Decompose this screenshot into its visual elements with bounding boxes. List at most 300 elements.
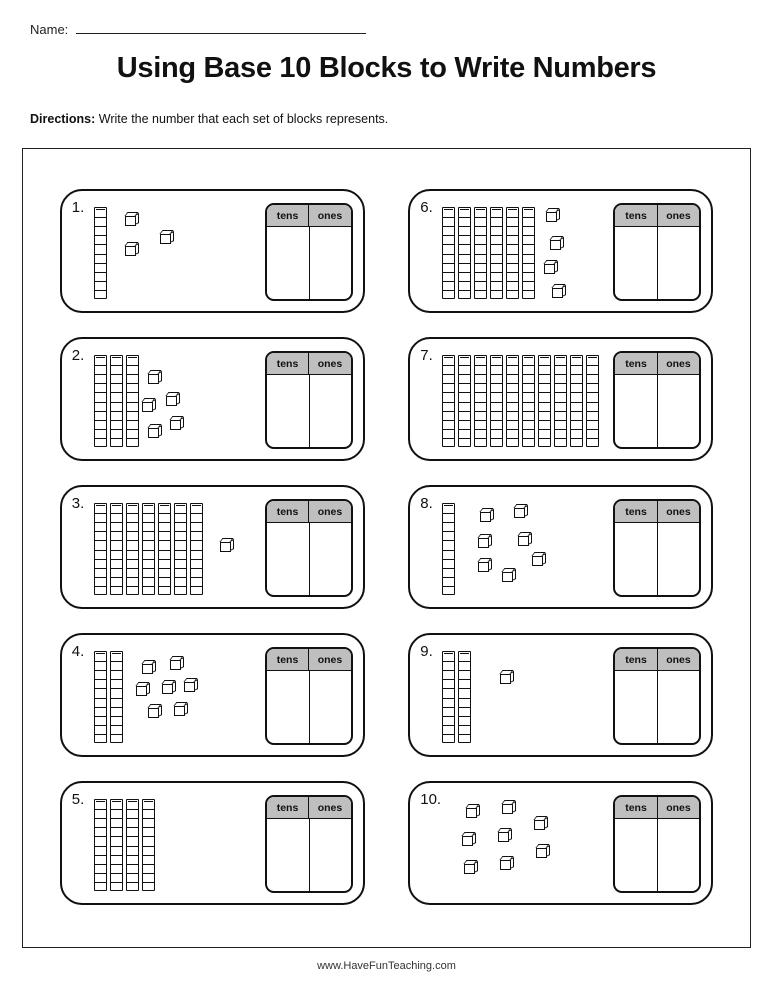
cube-front-face xyxy=(518,536,529,546)
rod-segment xyxy=(95,707,106,708)
rod-segment xyxy=(111,716,122,717)
rod-segment xyxy=(111,586,122,587)
rod-segment xyxy=(127,522,138,523)
rod-segment xyxy=(95,586,106,587)
rod-segment xyxy=(143,818,154,819)
rod-segment xyxy=(523,226,534,227)
rod-segment xyxy=(159,513,170,514)
rod-segment xyxy=(523,290,534,291)
rod-segment xyxy=(175,531,186,532)
answer-box[interactable] xyxy=(613,499,701,597)
answer-box[interactable] xyxy=(265,499,353,597)
ones-cube xyxy=(148,371,162,384)
answer-box[interactable] xyxy=(613,795,701,893)
rod-segment xyxy=(443,586,454,587)
ones-cube xyxy=(125,213,139,226)
rod-segment xyxy=(127,827,138,828)
tens-rod xyxy=(126,355,139,447)
base-ten-blocks xyxy=(70,639,270,755)
tens-rod xyxy=(110,651,123,743)
rod-segment xyxy=(571,438,582,439)
rod-segment xyxy=(459,734,470,735)
ones-cube xyxy=(142,399,156,412)
ones-cube xyxy=(552,285,566,298)
ones-cube xyxy=(162,681,176,694)
rod-segment xyxy=(111,725,122,726)
answer-box-header xyxy=(615,649,699,671)
rod-segment xyxy=(459,716,470,717)
base-ten-blocks xyxy=(418,639,618,755)
rod-segment xyxy=(111,540,122,541)
rod-segment xyxy=(459,402,470,403)
ones-cube xyxy=(125,243,139,256)
cube-front-face xyxy=(536,848,547,858)
rod-segment xyxy=(443,734,454,735)
rod-segment xyxy=(143,836,154,837)
tens-column-label: tens xyxy=(267,353,310,374)
rod-segment xyxy=(127,438,138,439)
rod-segment xyxy=(459,392,470,393)
footer-credit: www.HaveFunTeaching.com xyxy=(317,960,456,972)
tens-rod xyxy=(110,799,123,891)
rod-segment xyxy=(459,429,470,430)
cube-front-face xyxy=(142,664,153,674)
rod-segment xyxy=(443,707,454,708)
answer-box[interactable] xyxy=(265,647,353,745)
rod-segment xyxy=(191,513,202,514)
answer-box-body[interactable] xyxy=(615,227,699,301)
rod-segment xyxy=(459,411,470,412)
answer-box-body[interactable] xyxy=(267,819,351,893)
rod-segment xyxy=(555,402,566,403)
cube-front-face xyxy=(170,420,181,430)
rod-segment xyxy=(459,263,470,264)
rod-segment xyxy=(443,226,454,227)
rod-segment xyxy=(95,429,106,430)
rod-segment xyxy=(475,263,486,264)
ones-cube xyxy=(502,569,516,582)
rod-segment xyxy=(459,217,470,218)
rod-segment xyxy=(587,383,598,384)
cube-front-face xyxy=(462,836,473,846)
rod-segment xyxy=(95,522,106,523)
ones-cube xyxy=(170,417,184,430)
ones-column-label: ones xyxy=(317,209,343,222)
rod-segment xyxy=(95,698,106,699)
answer-box-body[interactable] xyxy=(267,523,351,597)
rod-segment xyxy=(459,254,470,255)
tens-rod xyxy=(442,651,455,743)
rod-segment xyxy=(459,281,470,282)
tens-rod xyxy=(506,207,519,299)
rod-segment xyxy=(111,670,122,671)
rod-segment xyxy=(111,420,122,421)
rod-segment xyxy=(443,281,454,282)
rod-segment xyxy=(95,263,106,264)
base-ten-blocks xyxy=(70,787,270,903)
rod-segment xyxy=(111,402,122,403)
rod-segment xyxy=(523,383,534,384)
name-write-line[interactable] xyxy=(76,33,366,34)
rod-segment xyxy=(443,263,454,264)
rod-segment xyxy=(95,290,106,291)
ones-cube xyxy=(148,425,162,438)
rod-segment xyxy=(523,254,534,255)
ones-cube xyxy=(184,679,198,692)
rod-segment xyxy=(491,411,502,412)
rod-segment xyxy=(111,531,122,532)
problem-number: 8. xyxy=(420,495,433,512)
tens-rod xyxy=(570,355,583,447)
rod-segment xyxy=(491,244,502,245)
rod-segment xyxy=(159,568,170,569)
ones-cube xyxy=(174,703,188,716)
cube-front-face xyxy=(184,682,195,692)
rod-segment xyxy=(175,568,186,569)
cube-front-face xyxy=(502,572,513,582)
tens-column-label: tens xyxy=(267,501,310,522)
problem-card xyxy=(60,485,365,609)
rod-segment xyxy=(127,513,138,514)
rod-segment xyxy=(491,429,502,430)
rod-segment xyxy=(555,383,566,384)
tens-rod xyxy=(126,503,139,595)
ones-cube xyxy=(546,209,560,222)
cube-front-face xyxy=(480,512,491,522)
tens-rod xyxy=(474,355,487,447)
rod-segment xyxy=(459,226,470,227)
rod-segment xyxy=(475,254,486,255)
base-ten-blocks xyxy=(418,195,618,311)
rod-segment xyxy=(523,438,534,439)
answer-box-body[interactable] xyxy=(615,375,699,449)
rod-segment xyxy=(95,882,106,883)
rod-segment xyxy=(159,577,170,578)
rod-segment xyxy=(523,217,534,218)
rod-segment xyxy=(475,438,486,439)
rod-segment xyxy=(475,411,486,412)
ones-cube xyxy=(170,657,184,670)
rod-segment xyxy=(539,392,550,393)
rod-segment xyxy=(95,846,106,847)
rod-segment xyxy=(127,586,138,587)
rod-segment xyxy=(143,568,154,569)
rod-segment xyxy=(127,559,138,560)
rod-segment xyxy=(95,818,106,819)
tens-column-label: tens xyxy=(267,797,310,818)
rod-segment xyxy=(95,679,106,680)
rod-segment xyxy=(459,438,470,439)
answer-box-body[interactable] xyxy=(267,375,351,449)
rod-segment xyxy=(571,374,582,375)
rod-segment xyxy=(95,531,106,532)
rod-segment xyxy=(443,429,454,430)
rod-segment xyxy=(127,365,138,366)
rod-segment xyxy=(443,698,454,699)
tens-rod xyxy=(94,355,107,447)
rod-segment xyxy=(111,550,122,551)
tens-column-label: tens xyxy=(615,501,658,522)
tens-rod xyxy=(458,355,471,447)
tens-rod xyxy=(490,355,503,447)
problem-number: 6. xyxy=(420,199,433,216)
rod-segment xyxy=(475,365,486,366)
cube-front-face xyxy=(464,864,475,874)
cube-front-face xyxy=(500,674,511,684)
rod-segment xyxy=(95,272,106,273)
rod-segment xyxy=(587,365,598,366)
rod-segment xyxy=(523,263,534,264)
rod-segment xyxy=(459,244,470,245)
tens-rod xyxy=(490,207,503,299)
rod-segment xyxy=(111,438,122,439)
rod-segment xyxy=(475,392,486,393)
rod-segment xyxy=(539,429,550,430)
problem-card xyxy=(60,633,365,757)
rod-segment xyxy=(111,707,122,708)
ones-cube xyxy=(536,845,550,858)
rod-segment xyxy=(143,846,154,847)
rod-segment xyxy=(111,873,122,874)
rod-segment xyxy=(523,272,534,273)
tens-rod xyxy=(190,503,203,595)
rod-segment xyxy=(127,577,138,578)
rod-segment xyxy=(443,540,454,541)
answer-box[interactable] xyxy=(265,203,353,301)
rod-segment xyxy=(459,707,470,708)
ones-column-label: ones xyxy=(666,357,691,370)
cube-front-face xyxy=(552,288,563,298)
rod-segment xyxy=(443,688,454,689)
rod-segment xyxy=(95,281,106,282)
rod-segment xyxy=(95,809,106,810)
answer-box-header xyxy=(267,797,351,819)
tens-column-label: tens xyxy=(267,205,310,226)
rod-segment xyxy=(539,411,550,412)
rod-segment xyxy=(159,531,170,532)
cube-front-face xyxy=(478,562,489,572)
rod-segment xyxy=(191,531,202,532)
rod-segment xyxy=(459,688,470,689)
rod-segment xyxy=(459,420,470,421)
rod-segment xyxy=(95,392,106,393)
rod-segment xyxy=(143,827,154,828)
rod-segment xyxy=(459,272,470,273)
rod-segment xyxy=(127,411,138,412)
rod-segment xyxy=(587,429,598,430)
ones-cube xyxy=(464,861,478,874)
rod-segment xyxy=(459,661,470,662)
cube-front-face xyxy=(174,706,185,716)
rod-segment xyxy=(539,438,550,439)
rod-segment xyxy=(459,725,470,726)
cube-front-face xyxy=(514,508,525,518)
rod-segment xyxy=(555,420,566,421)
ones-cube xyxy=(466,805,480,818)
ones-cube xyxy=(544,261,558,274)
rod-segment xyxy=(111,568,122,569)
ones-cube xyxy=(220,539,234,552)
answer-box-body[interactable] xyxy=(267,227,351,301)
rod-segment xyxy=(143,586,154,587)
rod-segment xyxy=(111,522,122,523)
problems-grid xyxy=(23,149,750,947)
rod-segment xyxy=(571,365,582,366)
rod-segment xyxy=(507,402,518,403)
rod-segment xyxy=(507,217,518,218)
rod-segment xyxy=(443,365,454,366)
base-ten-blocks xyxy=(70,343,270,459)
cube-front-face xyxy=(125,246,136,256)
rod-segment xyxy=(443,254,454,255)
rod-segment xyxy=(95,374,106,375)
problem-card xyxy=(60,781,365,905)
rod-segment xyxy=(95,670,106,671)
rod-segment xyxy=(491,374,502,375)
rod-segment xyxy=(523,402,534,403)
rod-segment xyxy=(491,235,502,236)
rod-segment xyxy=(111,864,122,865)
rod-segment xyxy=(111,698,122,699)
rod-segment xyxy=(523,429,534,430)
cube-front-face xyxy=(544,264,555,274)
cube-front-face xyxy=(125,216,136,226)
rod-segment xyxy=(143,513,154,514)
rod-segment xyxy=(95,559,106,560)
cube-front-face xyxy=(142,402,153,412)
rod-segment xyxy=(95,836,106,837)
rod-segment xyxy=(507,226,518,227)
answer-box[interactable] xyxy=(265,351,353,449)
rod-segment xyxy=(443,402,454,403)
answer-box-header xyxy=(267,353,351,375)
rod-segment xyxy=(507,374,518,375)
ones-cube xyxy=(478,559,492,572)
rod-segment xyxy=(459,698,470,699)
rod-segment xyxy=(491,420,502,421)
rod-segment xyxy=(491,290,502,291)
ones-cube xyxy=(534,817,548,830)
rod-segment xyxy=(507,383,518,384)
cube-front-face xyxy=(500,860,511,870)
rod-segment xyxy=(475,290,486,291)
tens-rod xyxy=(522,207,535,299)
rod-segment xyxy=(475,217,486,218)
rod-segment xyxy=(95,716,106,717)
ones-cube xyxy=(136,683,150,696)
tens-rod xyxy=(474,207,487,299)
answer-box-body[interactable] xyxy=(615,523,699,597)
rod-segment xyxy=(491,254,502,255)
rod-segment xyxy=(507,411,518,412)
tens-column-label: tens xyxy=(267,649,310,670)
rod-segment xyxy=(95,217,106,218)
rod-segment xyxy=(539,383,550,384)
answer-box[interactable] xyxy=(613,351,701,449)
rod-segment xyxy=(127,846,138,847)
answer-box-body[interactable] xyxy=(267,671,351,745)
rod-segment xyxy=(111,577,122,578)
rod-segment xyxy=(587,420,598,421)
rod-segment xyxy=(507,263,518,264)
answer-box-header xyxy=(615,797,699,819)
problem-number: 1. xyxy=(71,199,85,216)
rod-segment xyxy=(491,226,502,227)
rod-segment xyxy=(443,392,454,393)
rod-segment xyxy=(143,855,154,856)
cube-front-face xyxy=(170,660,181,670)
rod-segment xyxy=(539,420,550,421)
rod-segment xyxy=(475,235,486,236)
rod-segment xyxy=(507,438,518,439)
rod-segment xyxy=(443,661,454,662)
rod-segment xyxy=(475,420,486,421)
rod-segment xyxy=(143,577,154,578)
rod-segment xyxy=(507,281,518,282)
answer-box[interactable] xyxy=(613,647,701,745)
rod-segment xyxy=(443,670,454,671)
answer-box[interactable] xyxy=(613,203,701,301)
problem-card xyxy=(60,189,365,313)
rod-segment xyxy=(555,429,566,430)
rod-segment xyxy=(127,855,138,856)
answer-box-body[interactable] xyxy=(615,671,699,745)
ones-column-label: ones xyxy=(317,505,343,518)
rod-segment xyxy=(127,540,138,541)
cube-front-face xyxy=(166,396,177,406)
rod-segment xyxy=(95,383,106,384)
ones-column-label: ones xyxy=(666,505,691,518)
base-ten-blocks xyxy=(418,491,618,607)
problem-card xyxy=(408,781,713,905)
rod-segment xyxy=(491,402,502,403)
rod-segment xyxy=(95,873,106,874)
answer-box-body[interactable] xyxy=(615,819,699,893)
rod-segment xyxy=(475,244,486,245)
ones-cube xyxy=(142,661,156,674)
ones-cube xyxy=(518,533,532,546)
rod-segment xyxy=(191,540,202,541)
name-field-row xyxy=(30,22,366,37)
rod-segment xyxy=(127,836,138,837)
ones-cube xyxy=(478,535,492,548)
rod-segment xyxy=(175,522,186,523)
rod-segment xyxy=(191,577,202,578)
cube-front-face xyxy=(534,820,545,830)
rod-segment xyxy=(555,365,566,366)
tens-column-label: tens xyxy=(615,649,658,670)
rod-segment xyxy=(111,809,122,810)
rod-segment xyxy=(127,864,138,865)
rod-segment xyxy=(95,254,106,255)
rod-segment xyxy=(491,217,502,218)
ones-cube xyxy=(500,671,514,684)
rod-segment xyxy=(95,420,106,421)
rod-segment xyxy=(95,661,106,662)
rod-segment xyxy=(95,402,106,403)
answer-box-header xyxy=(267,205,351,227)
rod-segment xyxy=(127,550,138,551)
cube-front-face xyxy=(550,240,561,250)
answer-box[interactable] xyxy=(265,795,353,893)
rod-segment xyxy=(95,568,106,569)
rod-segment xyxy=(475,226,486,227)
rod-segment xyxy=(127,383,138,384)
rod-segment xyxy=(587,438,598,439)
cube-front-face xyxy=(532,556,543,566)
rod-segment xyxy=(95,411,106,412)
rod-segment xyxy=(111,818,122,819)
